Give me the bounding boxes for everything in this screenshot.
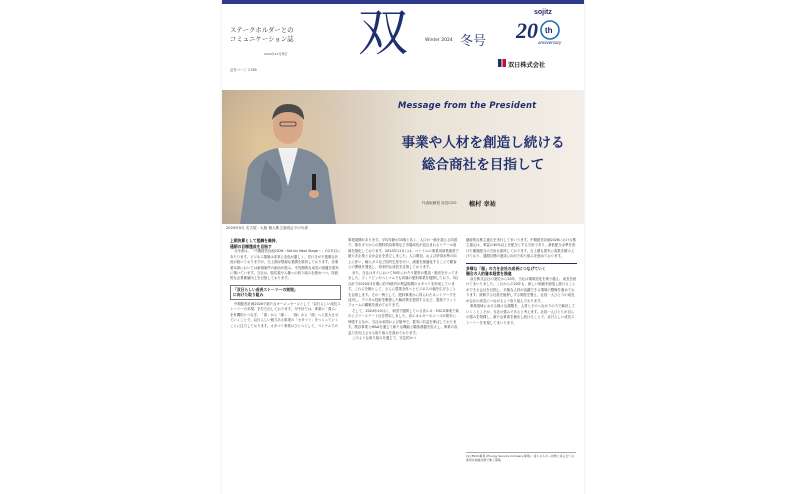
signatory-role: 代表取締役 社長COO xyxy=(422,201,457,205)
paragraph: 中期経営計画2026で新たなキーメッセージとして「双日らしい成長ストーリーの実現」を打ち出しております。今中計では、事業の「強み」を有機的につなぎ、「面」から「線」、「線」から「面」へと拡大させていくことで、双日らしい魅力ある事業の「カタマリ」をつくっていくことに注力しております。カタマリ事業のひとつとして、ベトナムでの xyxy=(230,301,341,328)
season-jp: 冬号 xyxy=(460,34,487,49)
paragraph: また、当社はタイにおいて50年にわたり肥料の製造・販売を行ってきました。フィリピンやベトナムでも同様の肥料事業を展開しており、3社合計で2024年3月期に約75億円の利益規模のカタマリを形成しています。これらを軸として、さらに農業全体へとビジネスの幅を広げることを目指します。その一例として、肥料事業から得られたネットワークを活用し、デジタル技術を駆使した解決策を提供するなど、農業プラットフォームの構築を進めております。 xyxy=(348,270,459,308)
photo-caption: 2024年9月 名古屋・大阪 個人株主説明会での写真 xyxy=(226,226,308,230)
boxed-heading: 「双日らしい成長ストーリーの実現」 に向けた取り組み xyxy=(230,285,341,300)
paragraph: このような取り組みを通じて、安定的かつ xyxy=(352,336,417,341)
headline-line-2: 総合商社を目指して xyxy=(421,157,545,173)
anniversary-brand: sojitz xyxy=(534,9,552,16)
paragraph: 事業展開があります。平均年齢が33歳と若く、人口が一億を超える同国で、都市ガスからの燃料供給事業など市場成長が見込まれるリテール領域を強化しております。2023年11月には、ベトナムの事業用商業施設で最大手企業と合弁会社を設立しました。人口増加、および所得水準の向上に伴い、輸入ガスなど国内生産を行い、流通を最適化することで顧客との関係を強化し、将来的な成長を目指しております。 xyxy=(348,238,459,270)
paragraph: 双日株式会社の発足から20年、当社は環境変化を乗り越え、成長を続けてまいりました。これからの20年も、新しい価値を創造し続けることができる会社を目指し、多様な人材が活躍できる環境の整備を進めております。挑戦する社員を後押しする制度を整え、社員一人ひとりの成長が会社の成長につながるよう取り組んでおります。 xyxy=(466,277,577,303)
article-column-2 xyxy=(348,238,459,342)
paragraph: そして、2024年10月に、米国で展開している省エネ・ESCO事業で新たにフリーステート社を買収しました。省エネルギーのニーズが着実に伸張するなか、当社は米国および豪州で、着実に収益を伸ばしております。既存事業とM&Aを通じて新たな機能と顧客基盤を拡大し、事業の収益力を向上させる取り組みを進めております。 xyxy=(348,308,459,335)
article-column-3 xyxy=(466,238,577,326)
masthead-subtitle: ステークホルダーとの コミュニケーション誌 xyxy=(230,26,294,43)
anniversary-label: anniversary xyxy=(538,40,562,45)
paragraph: 当年度は、「中期経営計画2026〜Set for Next Stage〜」の2年目にあたります。ビジネス環境は非常に変化が激しく、先行きが不透明な状況が続いておりますが、当上期は堅調な業績を維持しております。各事業本部においては新規案件の創出が進み、中長期的な成長の基盤を着実に築いています。当社は、脱炭素や人権への取り組みを進めつつ、持続的な企業価値向上を目指しております。 xyxy=(230,249,341,281)
signatory-name: 植村 幸祐 xyxy=(469,201,496,208)
company-logo-icon xyxy=(498,59,506,67)
president-photo xyxy=(222,90,352,224)
page-headline xyxy=(388,132,578,176)
anniversary-number: 20 xyxy=(516,18,538,43)
issue-date: 2024年12月発行 xyxy=(264,52,288,56)
article-column-1 xyxy=(230,238,341,329)
anniversary-suffix: th xyxy=(545,26,553,35)
company-name: 双日株式会社 xyxy=(508,62,546,69)
paragraph: 継続的な株主還元を実行してまいります。中期経営計画2026における株主還元は、利益の30%以上を配当とする方針であり、最低配当水準を設けた累進配当の方針も維持しております。当上期も着実に成果を積み上げており、通期目標の達成に向けた取り組みを進めております。 xyxy=(466,238,577,259)
section-heading: 多様な「個」の力を会社の成長につなげていく 競合の人的資本経営を推進 xyxy=(466,263,577,277)
paragraph: 事業領域における様々な課題を、人材とそのつながりの力で解決していくことこそが、当社の強みであると考えます。社員一人ひとりが自らの強みを発揮し、新たな事業を創出し続けることで、双日らしい成長ストーリーを実現してまいります。 xyxy=(466,304,576,325)
newsletter-page xyxy=(222,0,584,494)
hero-banner xyxy=(222,90,584,224)
section-heading: 上期決算として堅調を維持、 通期の目標達成を目指す xyxy=(230,238,280,249)
footnote: (※) ESCO事業 (Energy Service Company事業)：省エネルギー改修に係る全ての費用を削減効果で賄う事業。 xyxy=(466,454,575,463)
anniversary-logo xyxy=(512,6,572,48)
masthead-title: 双 xyxy=(358,4,406,62)
season-en: Winter 2024 xyxy=(425,38,453,43)
headline-line-1: 事業や人材を創造し続ける xyxy=(401,135,565,151)
securities-code: 証券コード 2768 xyxy=(230,68,257,72)
section-kicker: Message from the President xyxy=(398,100,537,110)
